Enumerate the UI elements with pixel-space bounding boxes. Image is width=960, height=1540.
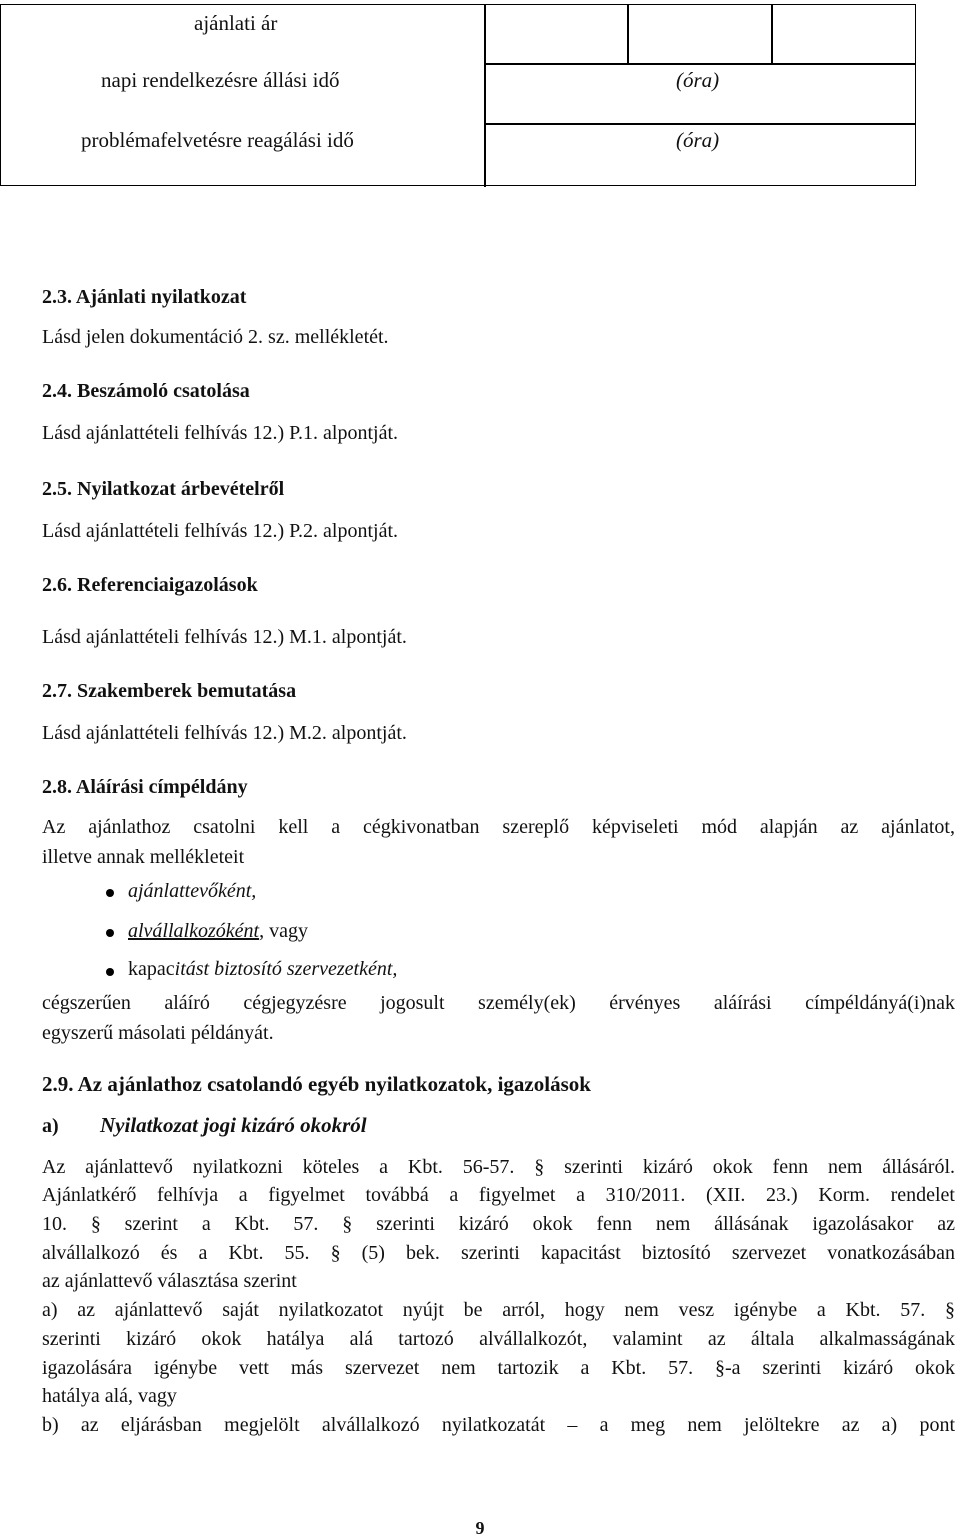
section-text: Az ajánlathoz csatolni kell a cégkivonatban szereplő képviseleti mód alapján az ajánlatot, bbox=[42, 816, 955, 838]
paragraph-line: b) az eljárásban megjelölt alvállalkozó nyilatkozatát – a meg nem jelöltekre az a) pont bbox=[42, 1414, 955, 1436]
paragraph-line: a) az ajánlattevő saját nyilatkozatot nyújt be arról, hogy nem vesz igénybe a Kbt. 57. § bbox=[42, 1299, 955, 1321]
table-row-label: problémafelvetésre reagálási idő bbox=[81, 128, 354, 152]
section-heading: 2.7. Szakemberek bemutatása bbox=[42, 680, 297, 702]
bullet-item: ajánlattevőként, bbox=[128, 880, 257, 902]
table-divider bbox=[485, 123, 915, 125]
section-heading: 2.4. Beszámoló csatolása bbox=[42, 380, 250, 402]
bullet-icon bbox=[106, 968, 114, 976]
table-divider bbox=[771, 5, 773, 63]
bullet-icon bbox=[106, 929, 114, 937]
page-number: 9 bbox=[475, 1518, 485, 1538]
table-divider bbox=[485, 63, 915, 65]
section-text: egyszerű másolati példányát. bbox=[42, 1022, 274, 1044]
table-row-label: napi rendelkezésre állási idő bbox=[101, 68, 340, 92]
paragraph-line: szerinti kizáró okok hatálya alá tartozó alvállalkozót, valamint az általa alkalmasságának bbox=[42, 1328, 955, 1350]
section-text: cégszerűen aláíró cégjegyzésre jogosult személy(ek) érvényes aláírási címpéldányá(i)nak bbox=[42, 992, 955, 1014]
paragraph-line: az ajánlattevő választása szerint bbox=[42, 1270, 297, 1292]
paragraph-line: alvállalkozó és a Kbt. 55. § (5) bek. szerinti kapacitást biztosító szervezet vonatkozásában bbox=[42, 1242, 955, 1264]
section-text: Lásd ajánlattételi felhívás 12.) P.2. alpontját. bbox=[42, 520, 399, 542]
paragraph-line: Az ajánlattevő nyilatkozni köteles a Kbt. 56-57. § szerinti kizáró okok fenn nem állásáról. bbox=[42, 1156, 955, 1178]
price-table bbox=[0, 4, 916, 186]
table-row-label: ajánlati ár bbox=[194, 11, 278, 35]
bullet-icon bbox=[106, 889, 114, 897]
subsection-label: a) bbox=[42, 1115, 59, 1137]
subsection-title: Nyilatkozat jogi kizáró okokról bbox=[100, 1113, 367, 1137]
bullet-item-rest: , vagy bbox=[259, 920, 308, 942]
bullet-item-emphasis: alvállalkozóként bbox=[128, 920, 260, 942]
paragraph-line: igazolására igénybe vett más szervezet nem tartozik a Kbt. 57. §-a szerinti kizáró okok bbox=[42, 1357, 955, 1379]
bullet-item-emphasis: itást biztosító szervezetként, bbox=[174, 958, 398, 980]
table-divider bbox=[484, 5, 486, 187]
section-heading: 2.3. Ajánlati nyilatkozat bbox=[42, 286, 247, 308]
section-heading: 2.9. Az ajánlathoz csatolandó egyéb nyilatkozatok, igazolások bbox=[42, 1072, 591, 1096]
paragraph-line: 10. § szerint a Kbt. 57. § szerinti kizáró okok fenn nem állásának igazolásakor az bbox=[42, 1213, 955, 1235]
section-text: Lásd jelen dokumentáció 2. sz. mellékletét. bbox=[42, 326, 389, 348]
section-text: illetve annak mellékleteit bbox=[42, 846, 245, 868]
bullet-item bbox=[128, 920, 308, 943]
section-heading: 2.6. Referenciaigazolások bbox=[42, 574, 258, 596]
section-text: Lásd ajánlattételi felhívás 12.) P.1. alpontját. bbox=[42, 422, 399, 444]
paragraph-line: hatálya alá, vagy bbox=[42, 1385, 177, 1407]
section-text: Lásd ajánlattételi felhívás 12.) M.1. alpontját. bbox=[42, 626, 407, 648]
table-row-unit: (óra) bbox=[676, 128, 720, 152]
bullet-item-plain: kapac bbox=[128, 958, 175, 980]
section-heading: 2.5. Nyilatkozat árbevételről bbox=[42, 478, 285, 500]
table-row-unit: (óra) bbox=[676, 68, 720, 92]
section-text: Lásd ajánlattételi felhívás 12.) M.2. alpontját. bbox=[42, 722, 407, 744]
paragraph-line: Ajánlatkérő felhívja a figyelmet továbbá a figyelmet a 310/2011. (XII. 23.) Korm. rendelet bbox=[42, 1184, 955, 1206]
bullet-item bbox=[128, 958, 397, 981]
table-divider bbox=[627, 5, 629, 63]
section-heading: 2.8. Aláírási címpéldány bbox=[42, 776, 248, 798]
